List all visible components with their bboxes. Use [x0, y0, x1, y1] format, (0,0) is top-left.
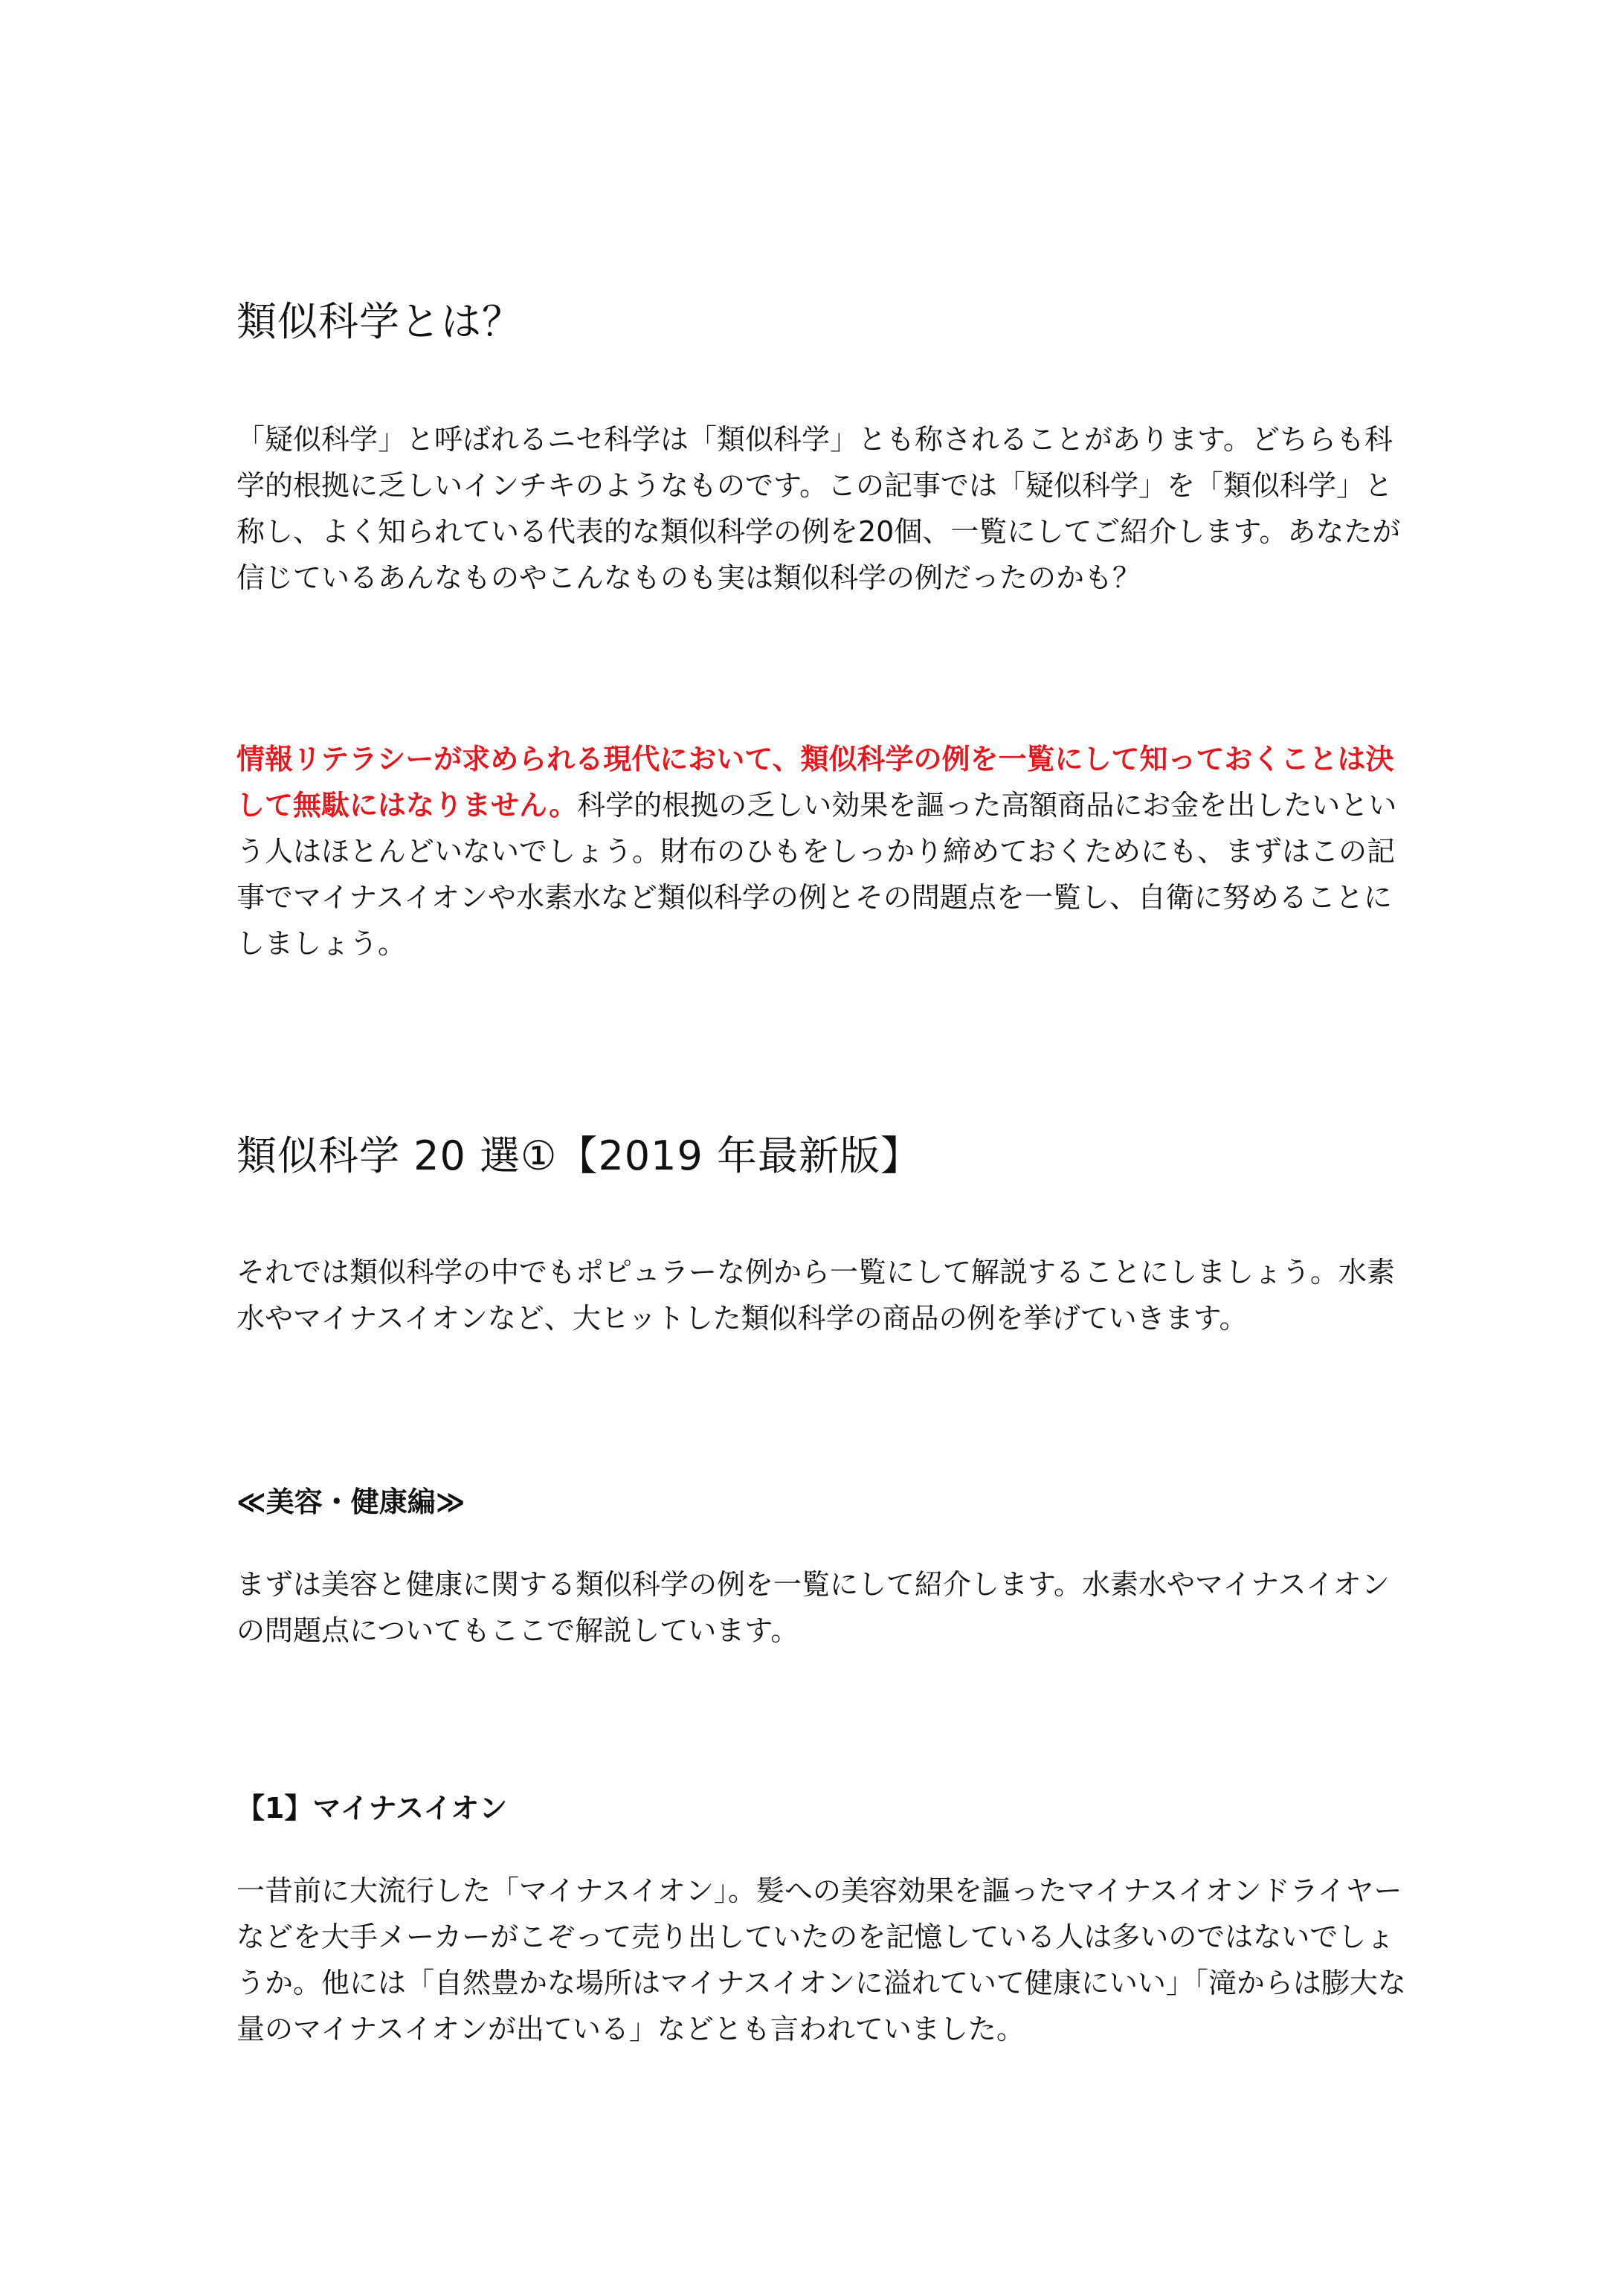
literacy-rest: 科学的根拠の乏しい効果を謳った高額商品にお金を出したいという人はほとんどいないでしょう。財布のひもをしっかり締めておくためにも、まずはこの記事でマイナスイオンや水素水など類似科学の例とその問題点を一覧し、自衛に努めることにしましょう。 — [236, 789, 1397, 960]
category-intro-paragraph: まずは美容と健康に関する類似科学の例を一覧にして紹介します。水素水やマイナスイオンの問題点についてもここで解説しています。 — [236, 1568, 1390, 1647]
item-1-heading: 【1】マイナスイオン — [236, 1792, 508, 1825]
heading-20-picks: 類似科学 20 選①【2019 年最新版】 — [236, 1132, 922, 1179]
literacy-paragraph — [236, 736, 1411, 967]
intro-paragraph: 「疑似科学」と呼ばれるニセ科学は「類似科学」とも称されることがあります。どちらも科学的根拠に乏しいインチキのようなものです。この記事では「疑似科学」を「類似科学」と称し、よく知られている代表的な類似科学の例を20個、一覧にしてご紹介します。あなたが信じているあんなものやこんなものも実は類似科学の例だったのかも？ — [236, 423, 1401, 594]
category-heading-beauty-health: ≪美容・健康編≫ — [236, 1486, 465, 1518]
literacy-emphasis: 情報リテラシーが求められる現代において、類似科学の例を一覧にして知っておくことは決して無駄にはなりません。 — [236, 743, 1394, 822]
heading-what-is-similar-science: 類似科学とは？ — [236, 298, 523, 345]
list-intro-paragraph: それでは類似科学の中でもポピュラーな例から一覧にして解説することにしましょう。水素水やマイナスイオンなど、大ヒットした類似科学の商品の例を挙げていきます。 — [236, 1256, 1396, 1335]
item-1-body: 一昔前に大流行した「マイナスイオン」。髪への美容効果を謳ったマイナスイオンドライヤーなどを大手メーカーがこぞって売り出していたのを記憶している人は多いのではないでしょうか。他には「自然豊かな場所はマイナスイオンに溢れていて健康にいい」「滝からは膨大な量のマイナスイオンが出ている」などとも言われていました。 — [236, 1874, 1406, 2045]
